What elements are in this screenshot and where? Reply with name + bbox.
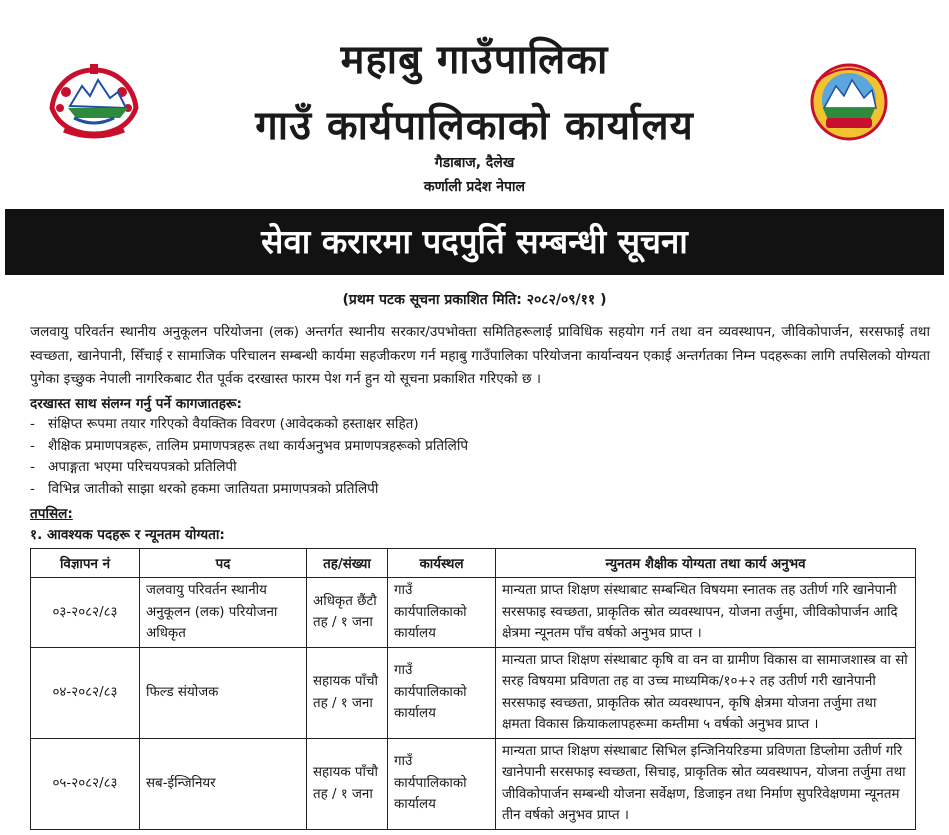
table-row: [31, 578, 916, 648]
ad-no-cell: ०५-२०८२/८३: [31, 738, 140, 829]
ad-no-cell: ०४-२०८२/८३: [31, 647, 140, 738]
qualification-cell: मान्यता प्राप्त शिक्षण संस्थाबाट सिभिल इन्जिनियरिङमा प्रविणता डिप्लोमा उतीर्ण गरि खानेपानी सरसफाइ स्वच्छता, सिचाइ, प्राकृतिक स्रोत व्यवस्थापन, योजना तर्जुमा तथा जीविकोपार्जन सम्बन्धी योजना सर्वेक्षण, डिजाइन तथा निर्माण सुपरिवेक्षणमा न्यूनतम तीन वर्षको अनुभव प्राप्त ।: [496, 738, 916, 829]
municipality-name: महाबु गाउँपालिका: [340, 37, 609, 83]
office-cell: गाउँ कार्यपालिकाको कार्यालय: [388, 578, 496, 648]
documents-heading: दरखास्त साथ संलग्न गर्नु पर्ने कागजातहरू:: [30, 396, 242, 412]
header-post: पद: [140, 549, 307, 578]
header-ad-no: विज्ञापन नं: [31, 549, 140, 578]
document-item-text: संक्षिप्त रूपमा तयार गरिएको वैयक्तिक विवरण (आवेदकको हस्ताक्षर सहित): [48, 416, 419, 432]
header-office: कार्यस्थल: [388, 549, 496, 578]
header-qualification: न्युनतम शैक्षीक योग्यता तथा कार्य अनुभव: [496, 549, 916, 578]
details-heading: तपसिल:: [30, 506, 73, 522]
notice-title-banner: सेवा करारमा पदपुर्ति सम्बन्धी सूचना: [5, 209, 944, 275]
intro-paragraph: जलवायु परिवर्तन स्थानीय अनुकूलन परियोजना (लक) अन्तर्गत स्थानीय सरकार/उपभोक्ता समितिहरूलाई प्राविधिक सहयोग गर्न तथा वन व्यवस्थापन, जीविकोपार्जन, सरसफाई तथा स्वच्छता, खानेपानी, सिँचाई र सामाजिक परिचालन सम्बन्धी कार्यमा सहजीकरण गर्न महाबु गाउँपालिका परियोजना कार्यान्वयन एकाई अन्तर्गतका निम्न पदहरूका लागि तपसिलको योग्यता पुगेका इच्छुक नेपाली नागरिकबाट रीत पूर्वक दरखास्त फारम पेश गर्न हुन यो सूचना प्रकाशित गरिएको छ ।: [30, 324, 930, 387]
letterhead: [0, 0, 949, 205]
document-item-text: विभिन्न जातीको साझा थरको हकमा जातियता प्रमाणपत्रको प्रतिलिपी: [48, 480, 379, 497]
document-item-text: अपाङ्गता भएमा परिचयपत्रको प्रतिलिपी: [48, 459, 237, 475]
document-item-text: शैक्षिक प्रमाणपत्रहरू, तालिम प्रमाणपत्रहरू तथा कार्यअनुभव प्रमाणपत्रहरूको प्रतिलिपि: [48, 437, 469, 454]
address-line-2: कर्णाली प्रदेश नेपाल: [423, 179, 526, 195]
publication-date: (प्रथम पटक सूचना प्रकाशित मिति: २०८२/०९/११ ): [342, 292, 607, 308]
documents-list: [30, 414, 468, 500]
bullet: -: [30, 416, 35, 432]
office-name: गाउँ कार्यपालिकाको कार्यालय: [255, 103, 694, 149]
address-line-1: गैडाबाज, दैलेख: [434, 155, 515, 171]
list-item: [30, 479, 468, 501]
qualification-cell: मान्यता प्राप्त शिक्षण संस्थाबाट कृषि वा वन वा ग्रामीण विकास वा सामाजशास्त्र वा सो सरह विषयमा प्रविणता तह वा उच्च माध्यमिक/१०+२ तह उतीर्ण गरी खानेपानी सरसफाइ स्वच्छता, प्राकृतिक स्रोत व्यवस्थापन, कृषि क्षेत्रमा योजना तर्जुमा तथा क्षमता विकास क्रियाकलापहरूमा कम्तीमा ५ वर्षको अनुभव प्राप्त ।: [496, 647, 916, 738]
list-item: [30, 414, 468, 436]
table-header-row: [31, 549, 916, 578]
table-row: [31, 647, 916, 738]
level-cell: अधिकृत छैंटौ तह / १ जना: [307, 578, 388, 648]
positions-table: [30, 548, 916, 830]
mahabu-municipality-logo-icon: [808, 62, 890, 142]
ad-no-cell: ०३-२०८२/८३: [31, 578, 140, 648]
section-1-title: १. आवश्यक पदहरू र न्यूनतम योग्यता:: [30, 527, 225, 543]
level-cell: सहायक पाँचौ तह / १ जना: [307, 647, 388, 738]
level-cell: सहायक पाँचौ तह / १ जना: [307, 738, 388, 829]
table-row: [31, 738, 916, 829]
bullet: -: [30, 459, 35, 475]
qualification-cell: मान्यता प्राप्त शिक्षण संस्थाबाट सम्बन्धित विषयमा स्नातक तह उतीर्ण गरि खानेपानी सरसफाइ स्वच्छता, प्राकृतिक स्रोत व्यवस्थापन, योजना तर्जुमा, जीविकोपार्जन आदि क्षेत्रमा न्यूनतम पाँच वर्षको अनुभव प्राप्त ।: [496, 578, 916, 648]
post-cell: जलवायु परिवर्तन स्थानीय अनुकूलन (लक) परियोजना अधिकृत: [140, 578, 307, 648]
post-cell: फिल्ड संयोजक: [140, 647, 307, 738]
post-cell: सब-ईन्जिनियर: [140, 738, 307, 829]
header-level: तह/संख्या: [307, 549, 388, 578]
office-cell: गाउँ कार्यपालिकाको कार्यालय: [388, 738, 496, 829]
bullet: -: [30, 480, 35, 497]
bullet: -: [30, 437, 35, 454]
list-item: [30, 436, 468, 458]
list-item: [30, 457, 468, 479]
office-cell: गाउँ कार्यपालिकाको कार्यालय: [388, 647, 496, 738]
